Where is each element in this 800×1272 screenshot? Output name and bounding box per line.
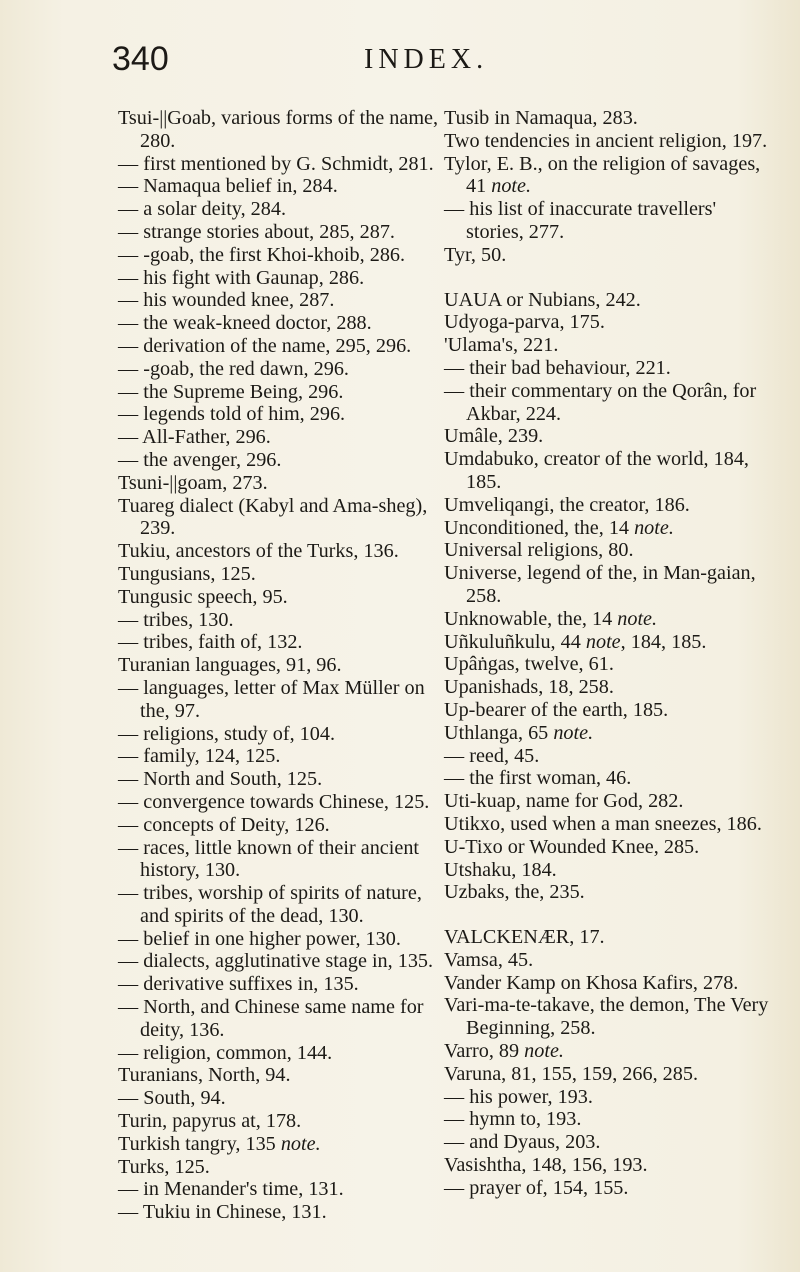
- index-entry-text: Tuareg dialect (Kabyl and Ama-sheg), 239.: [118, 494, 428, 540]
- index-entry-text: — South, 94.: [118, 1087, 226, 1110]
- index-entry-note: note.: [275, 1132, 321, 1155]
- index-entry-text: Turin, papyrus at, 178.: [118, 1110, 302, 1133]
- index-entry-text: Unknowable, the, 14: [444, 607, 613, 630]
- index-entry: [444, 949, 774, 972]
- index-entry: [118, 996, 453, 1042]
- index-entry: [444, 1086, 774, 1109]
- index-entry-text: Turanians, North, 94.: [118, 1064, 291, 1087]
- index-entry: [444, 1108, 774, 1131]
- index-entry-text: Two tendencies in ancient religion, 197.: [444, 129, 768, 152]
- index-entry: [444, 745, 774, 768]
- index-entry-text: — languages, letter of Max Müller on the, 97.: [118, 676, 425, 722]
- index-entry-text: Unconditioned, the, 14: [444, 516, 630, 539]
- index-entry: [444, 380, 774, 426]
- index-entry: [118, 335, 453, 358]
- index-entry: [118, 426, 453, 449]
- index-column-left: [118, 107, 453, 1224]
- index-entry: [444, 1040, 774, 1063]
- index-entry-text: Turks, 125.: [118, 1155, 210, 1178]
- index-entry-text: Umâle, 239.: [444, 425, 544, 448]
- index-entry-text: — All-Father, 296.: [118, 426, 271, 449]
- index-column-right: [444, 107, 774, 1200]
- index-entry-text: Uzbaks, the, 235.: [444, 881, 585, 904]
- index-entry: [444, 311, 774, 334]
- index-entry-text: — dialects, agglutinative stage in, 135.: [118, 950, 434, 973]
- index-entry: [118, 198, 453, 221]
- index-entry-text: — religions, study of, 104.: [118, 722, 336, 745]
- index-entry: [118, 950, 453, 973]
- index-entry: [118, 563, 453, 586]
- index-entry: [118, 654, 453, 677]
- index-entry: [444, 676, 774, 699]
- index-entry: [444, 1177, 774, 1200]
- index-entry-text: — Tukiu in Chinese, 131.: [118, 1201, 327, 1224]
- index-entry-text: — -goab, the first Khoi-khoib, 286.: [118, 243, 406, 266]
- index-entry-text: Tusib in Namaqua, 283.: [444, 107, 638, 129]
- index-entry-text: — Namaqua belief in, 284.: [118, 175, 338, 198]
- index-entry-text: — his wounded knee, 287.: [118, 289, 335, 312]
- index-entry-text: Tukiu, ancestors of the Turks, 136.: [118, 540, 399, 563]
- index-entry-text: — hymn to, 193.: [444, 1108, 582, 1131]
- index-entry-text: U-Tixo or Wounded Knee, 285.: [444, 835, 700, 858]
- index-entry-text: — -goab, the red dawn, 296.: [118, 357, 349, 380]
- index-entry: [444, 1063, 774, 1086]
- index-entry-note: note.: [486, 175, 532, 198]
- index-entry: [118, 1201, 453, 1224]
- index-entry: [444, 153, 774, 199]
- index-entry: [118, 244, 453, 267]
- index-entry: [444, 1154, 774, 1177]
- index-entry-note: note.: [548, 721, 594, 744]
- index-entry-text: — their bad behaviour, 221.: [444, 356, 671, 379]
- index-entry-text: Tylor, E. B., on the religion of savages, 41: [444, 152, 761, 198]
- index-entry: [118, 1156, 453, 1179]
- index-entry-text: — their commentary on the Qorân, for Akbar, 224.: [444, 379, 757, 425]
- index-entry-text: — his power, 193.: [444, 1085, 593, 1108]
- index-entry: [118, 791, 453, 814]
- index-entry-text: — his list of inaccurate travellers' stories, 277.: [444, 198, 717, 243]
- index-entry: [444, 494, 774, 517]
- index-entry: [118, 609, 453, 632]
- index-entry: [118, 768, 453, 791]
- index-entry: [118, 928, 453, 951]
- index-entry-text: — derivative suffixes in, 135.: [118, 973, 359, 996]
- index-entry-text: — the Supreme Being, 296.: [118, 380, 344, 403]
- index-entry: [118, 312, 453, 335]
- index-entry-text: Turkish tangry, 135: [118, 1132, 276, 1155]
- index-entry-text: Universe, legend of the, in Man-gaian, 258.: [444, 562, 756, 607]
- index-entry: [444, 631, 774, 654]
- index-entry-text: — North, and Chinese same name for deity, 136.: [118, 996, 424, 1041]
- index-entry: [118, 745, 453, 768]
- index-entry: [118, 267, 453, 290]
- index-entry-text: — prayer of, 154, 155.: [444, 1176, 629, 1199]
- index-entry-text: 'Ulama's, 221.: [444, 334, 559, 357]
- index-entry: [118, 1110, 453, 1133]
- index-entry: [118, 1087, 453, 1110]
- index-entry: [118, 289, 453, 312]
- index-entry-text: — races, little known of their ancient history, 130.: [118, 836, 420, 882]
- index-entry-text: Tyr, 50.: [444, 243, 507, 266]
- index-entry-text: — and Dyaus, 203.: [444, 1131, 601, 1154]
- index-entry: [444, 357, 774, 380]
- index-entry-text: — in Menander's time, 131.: [118, 1178, 344, 1201]
- index-entry: [444, 517, 774, 540]
- index-entry-text: Up-bearer of the earth, 185.: [444, 698, 669, 721]
- index-entry-note: note.: [629, 516, 674, 539]
- index-entry: [444, 790, 774, 813]
- index-entry-text: Tsui-||Goab, various forms of the name, 280.: [118, 107, 439, 152]
- index-entry-text: — concepts of Deity, 126.: [118, 813, 330, 836]
- index-entry-text: Tungusians, 125.: [118, 562, 256, 585]
- index-entry-text: — derivation of the name, 295, 296.: [118, 334, 412, 357]
- index-entry: [118, 1064, 453, 1087]
- index-entry: [118, 1133, 453, 1156]
- index-entry-text: Utikxo, used when a man sneezes, 186.: [444, 812, 762, 835]
- index-entry: [118, 540, 453, 563]
- index-entry-text: Uti-kuap, name for God, 282.: [444, 790, 684, 813]
- index-entry: [118, 586, 453, 609]
- index-entry: [444, 539, 774, 562]
- index-entry-text: UAUA or Nubians, 242.: [444, 288, 641, 311]
- index-entry: [118, 153, 453, 176]
- index-entry-text: — legends told of him, 296.: [118, 403, 346, 426]
- index-entry-text: — strange stories about, 285, 287.: [118, 220, 395, 243]
- index-entry-text: — the avenger, 296.: [118, 448, 282, 471]
- index-entry-text: Uñkuluñkulu, 44: [444, 630, 581, 653]
- index-entry-text: — tribes, 130.: [118, 608, 234, 631]
- running-head: INDEX.: [364, 44, 489, 75]
- index-entry: [444, 107, 774, 130]
- index-entry-text: Varuna, 81, 155, 159, 266, 285.: [444, 1062, 698, 1085]
- index-entry: [118, 495, 453, 541]
- index-entry: [444, 130, 774, 153]
- index-entry: [118, 175, 453, 198]
- index-entry: [444, 722, 774, 745]
- index-entry-text: Vander Kamp on Khosa Kafirs, 278.: [444, 971, 739, 994]
- index-entry-text: — convergence towards Chinese, 125.: [118, 790, 430, 813]
- index-entry: [444, 813, 774, 836]
- index-entry-text: — a solar deity, 284.: [118, 198, 287, 221]
- index-entry: [118, 973, 453, 996]
- index-entry: [118, 358, 453, 381]
- index-entry: [444, 926, 774, 949]
- index-entry: [118, 221, 453, 244]
- index-entry: [118, 723, 453, 746]
- index-entry-text: VALCKENÆR, 17.: [444, 926, 605, 949]
- index-entry-text: — tribes, faith of, 132.: [118, 631, 303, 654]
- index-entry-text: Upâṅgas, twelve, 61.: [444, 653, 614, 676]
- index-entry: [444, 425, 774, 448]
- index-entry: [118, 449, 453, 472]
- index-entry: [444, 653, 774, 676]
- index-entry: [118, 472, 453, 495]
- index-entry: [118, 631, 453, 654]
- index-entry: [118, 837, 453, 883]
- index-entry-text: Uthlanga, 65: [444, 721, 549, 744]
- index-entry-text: — religion, common, 144.: [118, 1041, 333, 1064]
- index-entry: [118, 1042, 453, 1065]
- index-entry: [118, 882, 453, 928]
- index-entry-text: — reed, 45.: [444, 744, 540, 767]
- index-entry: [444, 767, 774, 790]
- index-entry: [118, 814, 453, 837]
- index-entry: [118, 107, 453, 153]
- index-entry: [118, 1178, 453, 1201]
- index-entry: [444, 836, 774, 859]
- index-entry: [444, 334, 774, 357]
- index-entry-text: Utshaku, 184.: [444, 858, 557, 881]
- index-entry-note: note.: [519, 1040, 564, 1063]
- index-entry: [444, 881, 774, 904]
- index-entry-text: Vasishtha, 148, 156, 193.: [444, 1154, 648, 1177]
- index-entry-text: Umveliqangi, the creator, 186.: [444, 493, 690, 516]
- index-entry: [118, 403, 453, 426]
- index-entry: [444, 859, 774, 882]
- index-entry-text: — his fight with Gaunap, 286.: [118, 266, 365, 289]
- index-entry-text: Turanian languages, 91, 96.: [118, 654, 342, 677]
- index-entry: [444, 244, 774, 267]
- index-entry: [118, 381, 453, 404]
- index-entry: [444, 699, 774, 722]
- index-entry-text: Upanishads, 18, 258.: [444, 676, 614, 699]
- index-entry: [444, 289, 774, 312]
- index-entry: [444, 198, 774, 244]
- index-entry-text: — first mentioned by G. Schmidt, 281.: [118, 152, 434, 175]
- page-number: 340: [112, 40, 169, 78]
- index-entry-text: Umdabuko, creator of the world, 184, 185.: [444, 448, 749, 493]
- page-header: [112, 40, 692, 90]
- index-entry-text: — North and South, 125.: [118, 768, 323, 791]
- index-entry-note: note: [580, 630, 621, 653]
- index-entry-text: Varro, 89: [444, 1040, 520, 1063]
- index-entry-text: Tungusic speech, 95.: [118, 585, 288, 608]
- index-entry-text: Vari-ma-te-takave, the demon, The Very Beginning, 258.: [444, 994, 769, 1040]
- index-entry-text: — the weak-kneed doctor, 288.: [118, 312, 372, 335]
- index-entry: [444, 448, 774, 494]
- index-entry: [444, 972, 774, 995]
- index-entry-text: Tsuni-||goam, 273.: [118, 471, 268, 494]
- index-entry-text: — belief in one higher power, 130.: [118, 927, 401, 950]
- index-entry: [444, 1131, 774, 1154]
- index-entry-text: Udyoga-parva, 175.: [444, 311, 605, 334]
- index-entry-text: — tribes, worship of spirits of nature, and spirits of the dead, 130.: [118, 882, 422, 927]
- index-entry-text: — the first woman, 46.: [444, 767, 632, 790]
- index-entry: [118, 677, 453, 723]
- index-entry-text: — family, 124, 125.: [118, 745, 281, 768]
- index-entry-note: note.: [612, 607, 658, 630]
- index-entry: [444, 562, 774, 608]
- index-entry: [444, 994, 774, 1040]
- index-entry: [444, 608, 774, 631]
- index-entry-text: Vamsa, 45.: [444, 948, 534, 971]
- index-entry-text: Universal religions, 80.: [444, 539, 634, 562]
- index-entry-text-tail: , 184, 185.: [620, 630, 707, 653]
